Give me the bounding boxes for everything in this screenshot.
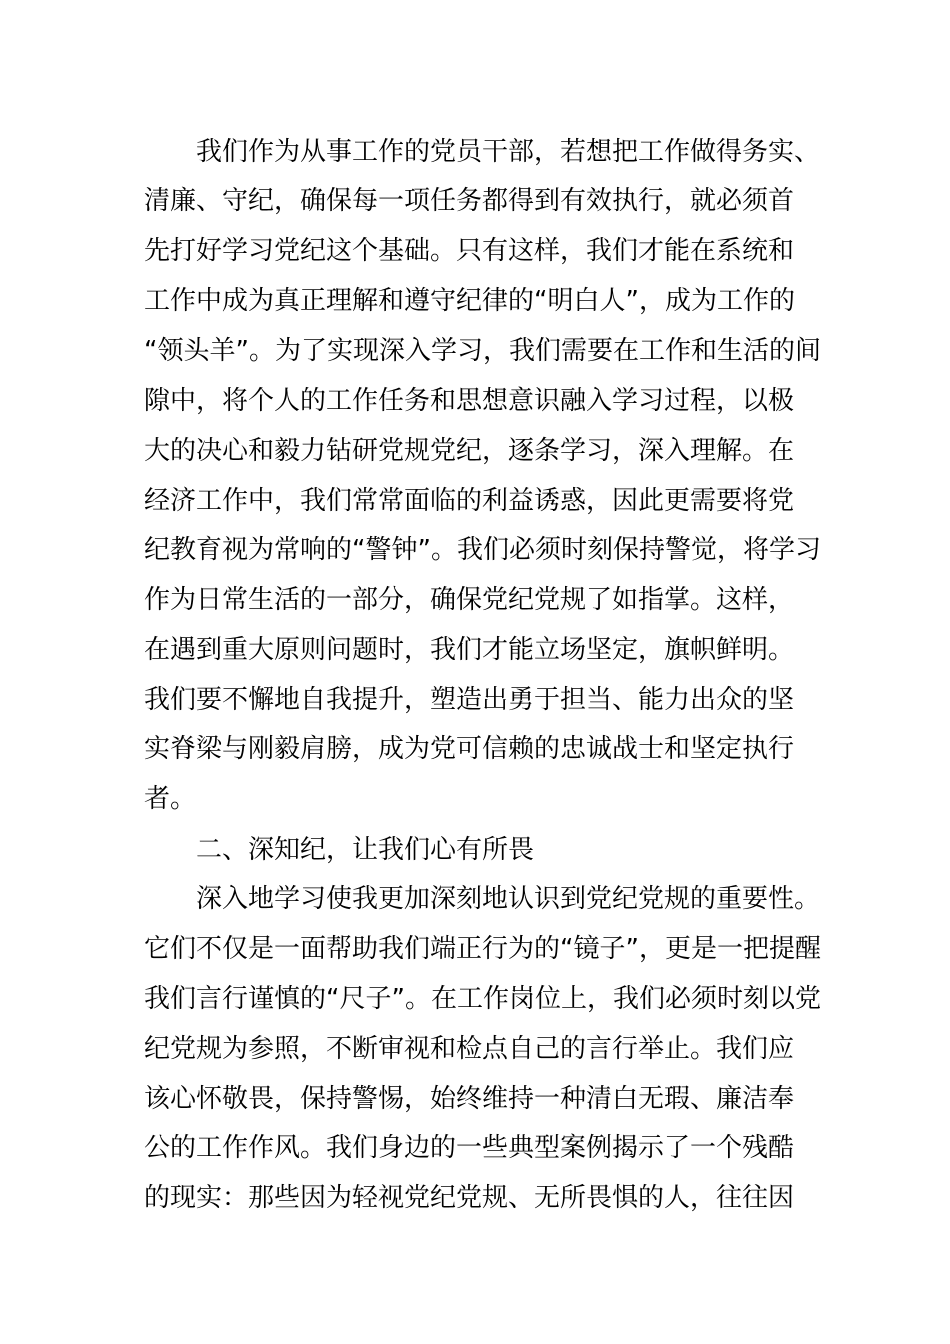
paragraph-1-line-4: 工作中成为真正理解和遵守纪律的“明白人”，成为工作的 bbox=[144, 286, 795, 316]
paragraph-1-line-14: 者。 bbox=[144, 784, 197, 814]
paragraph-2-line-3: 我们言行谨慎的“尺子”。在工作岗位上，我们必须时刻以党 bbox=[144, 984, 821, 1014]
paragraph-1-line-8: 经济工作中，我们常常面临的利益诱惑，因此更需要将党 bbox=[144, 486, 795, 516]
paragraph-2-line-4: 纪党规为参照，不断审视和检点自己的言行举止。我们应 bbox=[144, 1034, 795, 1064]
paragraph-1-line-11: 在遇到重大原则问题时，我们才能立场坚定，旗帜鲜明。 bbox=[144, 635, 795, 665]
paragraph-1-line-10: 作为日常生活的一部分，确保党纪党规了如指掌。这样， bbox=[144, 585, 795, 615]
paragraph-1-line-13: 实脊梁与刚毅肩膀，成为党可信赖的忠诚战士和坚定执行 bbox=[144, 734, 795, 764]
paragraph-1-line-5: “领头羊”。为了实现深入学习，我们需要在工作和生活的间 bbox=[144, 336, 821, 366]
paragraph-1-line-6: 隙中，将个人的工作任务和思想意识融入学习过程，以极 bbox=[144, 386, 795, 416]
paragraph-2-line-2: 它们不仅是一面帮助我们端正行为的“镜子”，更是一把提醒 bbox=[144, 934, 821, 964]
paragraph-2-line-5: 该心怀敬畏，保持警惕，始终维持一种清白无瑕、廉洁奉 bbox=[144, 1084, 795, 1114]
paragraph-1-line-12: 我们要不懈地自我提升，塑造出勇于担当、能力出众的坚 bbox=[144, 685, 795, 715]
paragraph-2-line-1: 深入地学习使我更加深刻地认识到党纪党规的重要性。 bbox=[196, 884, 821, 914]
paragraph-1-line-2: 清廉、守纪，确保每一项任务都得到有效执行，就必须首 bbox=[144, 186, 795, 216]
section-heading: 二、深知纪，让我们心有所畏 bbox=[196, 835, 535, 865]
paragraph-2-line-7: 的现实：那些因为轻视党纪党规、无所畏惧的人，往往因 bbox=[144, 1183, 795, 1213]
paragraph-1-line-9: 纪教育视为常响的“警钟”。我们必须时刻保持警觉，将学习 bbox=[144, 535, 821, 565]
paragraph-1-line-7: 大的决心和毅力钻研党规党纪，逐条学习，深入理解。在 bbox=[144, 436, 795, 466]
paragraph-1-line-3: 先打好学习党纪这个基础。只有这样，我们才能在系统和 bbox=[144, 236, 795, 266]
paragraph-2-line-6: 公的工作作风。我们身边的一些典型案例揭示了一个残酷 bbox=[144, 1133, 795, 1163]
paragraph-1-line-1: 我们作为从事工作的党员干部，若想把工作做得务实、 bbox=[196, 137, 821, 167]
